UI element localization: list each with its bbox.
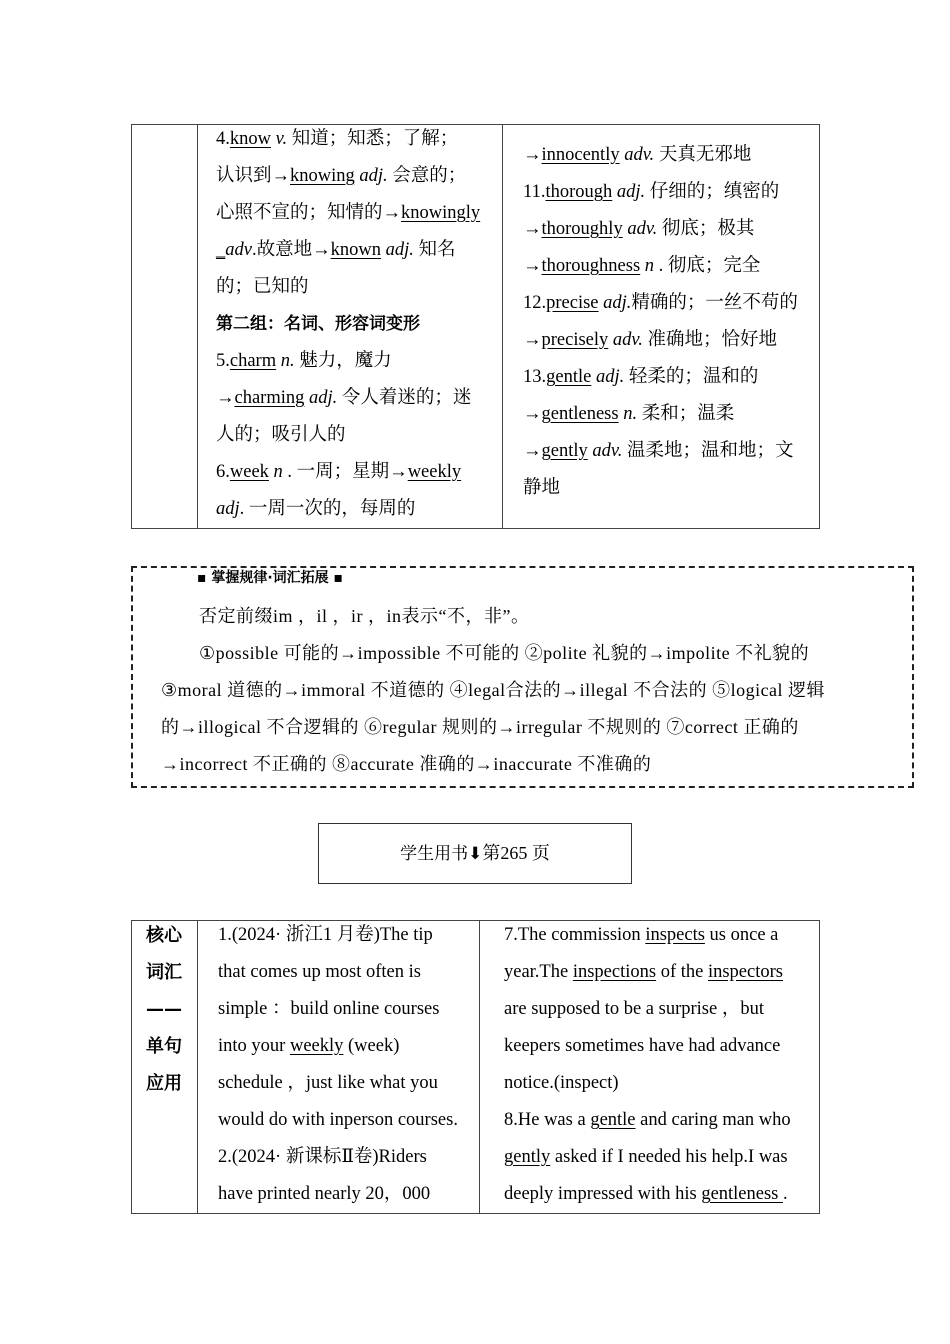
section-label-line: 核心 <box>146 925 182 946</box>
text-segment: 柔和；温柔 <box>641 404 735 424</box>
answer-word: gentleness <box>701 1184 783 1204</box>
text-segment: adj. <box>612 182 650 202</box>
bottom-mid-line <box>218 1139 475 1176</box>
answer-word: gently <box>504 1147 551 1167</box>
answer-word: thoroughly <box>541 219 623 239</box>
text-segment: adv <box>225 240 252 260</box>
top-right-line <box>523 211 815 248</box>
text-segment: . 一周；星期→ <box>287 462 408 482</box>
answer-word: inspectors <box>707 962 783 982</box>
text-segment: 轻柔的；温和的 <box>628 367 759 387</box>
bottom-mid-line <box>218 1102 475 1139</box>
text-segment: 5. <box>216 351 230 371</box>
text-segment: 知道；知悉；了解； <box>291 129 459 149</box>
text-segment: adv. <box>587 441 627 461</box>
text-segment: . <box>783 1184 788 1204</box>
text-segment: → <box>523 404 542 424</box>
text-segment: 天真无邪地 <box>658 145 752 165</box>
answer-word: know <box>229 129 271 149</box>
answer-word: gentleness <box>541 404 619 424</box>
bottom-right-line <box>504 1065 815 1102</box>
top-right-line <box>523 174 815 211</box>
text-segment: . 彻底；完全 <box>658 256 761 276</box>
top-right-lines <box>503 137 819 507</box>
top-right-line <box>523 396 815 433</box>
bottom-right-line <box>504 954 815 991</box>
bottom-right-line <box>504 1102 815 1139</box>
text-segment: 的；已知的 <box>216 277 309 297</box>
text-segment: into your <box>218 1036 290 1056</box>
text-segment: adj. <box>304 388 342 408</box>
bottom-mid-line <box>218 954 475 991</box>
rule-line-1: 否定前缀im ，il ，ir ，in表示“不，非”。 <box>199 606 530 626</box>
top-left-line <box>216 380 498 417</box>
bottom-mid-line <box>218 1176 475 1213</box>
answer-word: charming <box>234 388 305 408</box>
text-segment: adj <box>216 499 240 519</box>
down-arrow-icon: ⬇ <box>468 844 483 864</box>
text-segment: 认识到→ <box>216 166 291 186</box>
text-segment: 知名 <box>418 240 456 260</box>
text-segment: and caring man who <box>635 1110 791 1130</box>
answer-word: innocently <box>541 145 620 165</box>
text-segment: → <box>216 388 235 408</box>
top-left-line <box>216 269 498 306</box>
vocab-table-top <box>131 124 820 529</box>
section-label-line: —— <box>146 999 182 1020</box>
bottom-label-cell <box>132 921 198 1214</box>
text-segment: 仔细的；缜密的 <box>649 182 780 202</box>
section-label-line: 应用 <box>146 1073 182 1094</box>
text-segment: 第二组：名词、形容词变形 <box>216 314 420 334</box>
bottom-mid-lines <box>198 917 479 1213</box>
answer-word: precisely <box>541 330 609 350</box>
text-segment: 会意的； <box>392 166 467 186</box>
text-segment: adj. <box>380 240 419 260</box>
section-label <box>132 917 197 1102</box>
text-segment: us once a <box>704 925 779 945</box>
text-segment: v. <box>271 129 292 149</box>
answer-word: charm <box>229 351 277 371</box>
text-segment: are supposed to be a surprise ，but <box>504 999 764 1019</box>
answer-word: weekly <box>407 462 462 482</box>
text-segment: asked if I needed his help.I was <box>550 1147 788 1167</box>
text-segment: 7.The commission <box>504 925 646 945</box>
rule-line-4: 的→illogical 不合逻辑的 ⑥regular 规则的→irregular 不规则的 ⑦correct 正确的 <box>161 717 799 737</box>
bottom-mid-cell <box>198 921 480 1214</box>
text-segment: n <box>640 256 659 276</box>
text-segment: 精确的；一丝不苟的 <box>631 293 798 313</box>
top-left-line <box>216 417 498 454</box>
answer-word: thoroughness <box>541 256 641 276</box>
answer-word: gently <box>541 441 588 461</box>
top-left-line <box>216 195 498 232</box>
rule-box-title: ▪ 掌握规律·词汇拓展 ▪ <box>197 570 344 586</box>
text-segment: 8.He was a <box>504 1110 591 1130</box>
bottom-mid-line <box>218 1065 475 1102</box>
page-reference-prefix: 学生用书 <box>400 844 469 864</box>
text-segment: 静地 <box>523 478 561 498</box>
text-segment: schedule ，just like what you <box>218 1073 438 1093</box>
text-segment: have printed nearly 20，000 <box>218 1184 431 1204</box>
text-segment: 人的；吸引人的 <box>216 425 346 445</box>
page-reference-suffix: 第265 页 <box>482 843 550 863</box>
text-segment: 6. <box>216 462 230 482</box>
text-segment: notice.(inspect) <box>504 1073 619 1093</box>
top-mid-cell <box>198 125 503 529</box>
rule-line-3: ③moral 道德的→immoral 不道德的 ④legal合法的→illegal 不合法的 ⑤logical 逻辑 <box>161 680 826 700</box>
answer-word: knowingly <box>401 203 481 223</box>
text-segment: 魅力，魔力 <box>299 351 392 371</box>
bottom-mid-line <box>218 1028 475 1065</box>
text-segment: → <box>523 330 542 350</box>
text-segment: adv. <box>608 330 648 350</box>
top-right-line <box>523 248 815 285</box>
top-right-cell <box>503 125 820 529</box>
top-left-lines <box>198 121 502 528</box>
bottom-right-lines <box>480 917 819 1213</box>
bottom-right-line <box>504 1139 815 1176</box>
answer-word: knowing <box>290 166 355 186</box>
text-segment: 11. <box>523 182 546 202</box>
text-segment: adv. <box>619 145 659 165</box>
top-left-line <box>216 232 498 269</box>
text-segment: adj. <box>354 166 393 186</box>
top-left-line <box>216 343 498 380</box>
answer-word: weekly <box>289 1036 344 1056</box>
answer-word: week <box>229 462 269 482</box>
text-segment: keepers sometimes have had advance <box>504 1036 781 1056</box>
answer-word: thorough <box>545 182 613 202</box>
top-left-line <box>216 158 498 195</box>
text-segment: 心照不宣的；知情的→ <box>216 203 402 223</box>
rule-line-2: ①possible 可能的→impossible 不可能的 ②polite 礼貌的→impolite 不礼貌的 <box>199 643 810 663</box>
section-label-line: 词汇 <box>146 962 182 983</box>
text-segment: 2.(2024· 新课标Ⅱ卷)Riders <box>218 1147 427 1167</box>
text-segment: 令人着迷的；迷 <box>341 388 472 408</box>
page-reference-box <box>318 823 632 884</box>
answer-word: _ <box>216 240 226 260</box>
answer-word: gentle <box>546 367 592 387</box>
answer-word: known <box>330 240 381 260</box>
text-segment: . 一周一次的，每周的 <box>239 499 416 519</box>
top-right-line <box>523 137 815 174</box>
text-segment: year.The <box>504 962 573 982</box>
text-segment: 温柔地；温和地；文 <box>626 441 794 461</box>
top-right-line <box>523 470 815 507</box>
text-segment: 13. <box>523 367 547 387</box>
top-left-line <box>216 121 498 158</box>
text-segment: (week) <box>343 1036 400 1056</box>
top-right-line <box>523 322 815 359</box>
text-segment: adv. <box>622 219 662 239</box>
vocab-table-bottom <box>131 920 820 1214</box>
section-label-line: 单句 <box>146 1036 182 1057</box>
top-left-line <box>216 491 498 528</box>
text-segment: 彻底；极其 <box>661 219 755 239</box>
text-segment: 4. <box>216 129 230 149</box>
text-segment: .故意地→ <box>251 240 331 260</box>
text-segment: → <box>523 219 542 239</box>
top-label-cell <box>132 125 198 529</box>
bottom-right-line <box>504 991 815 1028</box>
text-segment: of the <box>656 962 708 982</box>
text-segment: n. <box>618 404 642 424</box>
bottom-right-cell <box>480 921 820 1214</box>
text-segment: 12. <box>523 293 547 313</box>
text-segment: → <box>523 441 542 461</box>
answer-word: inspects <box>645 925 705 945</box>
top-right-line <box>523 285 815 322</box>
text-segment: simple ：build online courses <box>218 999 440 1019</box>
answer-word: precise <box>546 293 599 313</box>
text-segment: → <box>523 145 542 165</box>
bottom-mid-line <box>218 917 475 954</box>
bottom-right-line <box>504 1176 815 1213</box>
top-right-line <box>523 359 815 396</box>
rule-box <box>131 566 914 788</box>
top-right-line <box>523 433 815 470</box>
text-segment: 准确地；恰好地 <box>647 330 778 350</box>
text-segment: would do with inperson courses. <box>218 1110 458 1130</box>
top-left-line <box>216 306 498 343</box>
answer-word: gentle <box>590 1110 636 1130</box>
bottom-mid-line <box>218 991 475 1028</box>
bottom-right-line <box>504 917 815 954</box>
text-segment: deeply impressed with his <box>504 1184 702 1204</box>
text-segment: → <box>523 256 542 276</box>
text-segment: adj. <box>598 293 632 313</box>
top-left-line <box>216 454 498 491</box>
text-segment: n <box>268 462 288 482</box>
bottom-right-line <box>504 1028 815 1065</box>
text-segment: adj. <box>591 367 629 387</box>
rule-line-5: →incorrect 不正确的 ⑧accurate 准确的→inaccurate 不准确的 <box>161 754 652 774</box>
answer-word: inspections <box>572 962 657 982</box>
text-segment: 1.(2024· 浙江1 月卷)The tip <box>218 925 433 945</box>
text-segment: that comes up most often is <box>218 962 421 982</box>
text-segment: n. <box>276 351 300 371</box>
